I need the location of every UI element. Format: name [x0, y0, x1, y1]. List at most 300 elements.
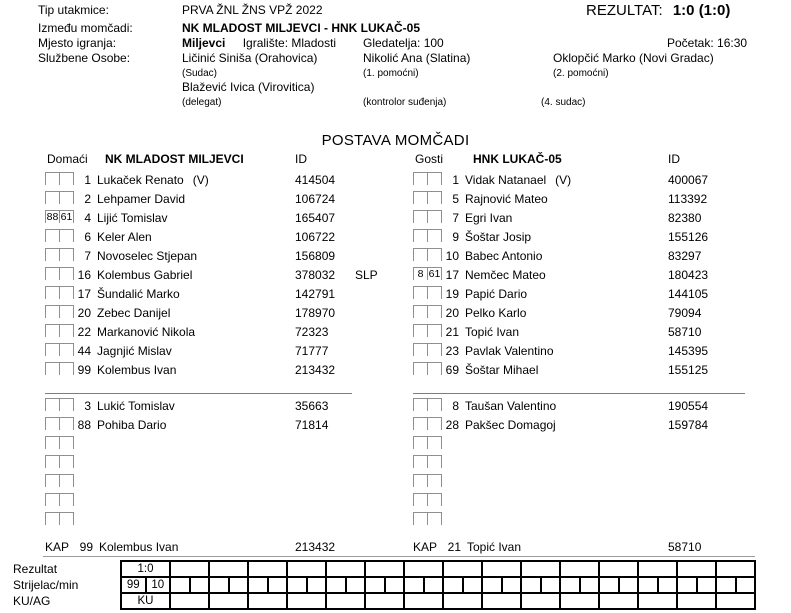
sub-out-box [413, 362, 428, 375]
sub-out-box [45, 343, 60, 356]
header-row-delegate [0, 80, 791, 94]
player-id: 156809 [295, 248, 336, 263]
shirt-number: 19 [445, 286, 459, 301]
player-name: Novoselec Stjepan [97, 248, 198, 263]
sub-out-box [413, 229, 428, 242]
home-starters [45, 170, 417, 379]
shirt-number: 21 [445, 324, 459, 339]
sub-in-box [427, 210, 442, 223]
player-row [413, 227, 785, 246]
header-row-roles1 [0, 67, 791, 79]
grid-cell [520, 562, 559, 576]
player-name: Rajnović Mateo [465, 191, 548, 206]
bottom-row-labels [13, 561, 78, 609]
grid-cell [442, 594, 481, 608]
away-side-label: Gosti [415, 152, 444, 166]
player-name: Jagnjić Mislav [97, 343, 172, 358]
sub-in-box [427, 191, 442, 204]
sub-in-box [427, 398, 442, 411]
captain-label: KAP [45, 539, 70, 554]
away-team-name: HNK LUKAČ-05 [473, 152, 562, 166]
ku-cell: KU [137, 595, 154, 607]
sub-in-box [427, 172, 442, 185]
player-row [45, 360, 417, 379]
sub-out-box [45, 229, 60, 242]
sub-out-box [45, 455, 60, 468]
grid-cell [481, 562, 520, 576]
player-id: 155126 [668, 229, 709, 244]
grid-cell [208, 578, 247, 592]
shirt-number: 17 [77, 286, 91, 301]
assistant1-role: (1. pomoćni) [363, 68, 419, 79]
empty-sub-row [413, 510, 785, 529]
sub-in-box [427, 474, 442, 487]
empty-sub-row [413, 434, 785, 453]
player-row [413, 360, 785, 379]
sub-in-box [59, 493, 74, 506]
player-id: 165407 [295, 210, 336, 225]
ku-ag-grid-row [122, 592, 754, 608]
shirt-number: 99 [79, 539, 93, 554]
player-name: Šundalić Marko [97, 286, 180, 301]
player-id: 106722 [295, 229, 336, 244]
sub-in-box [427, 417, 442, 430]
sub-in-box [427, 229, 442, 242]
player-id: 82380 [668, 210, 702, 225]
sub-out-box [45, 493, 60, 506]
player-name: Topić Ivan [465, 324, 520, 339]
shirt-number: 28 [445, 417, 459, 432]
sub-in-box [59, 248, 74, 261]
sub-in-box [59, 324, 74, 337]
sub-out-box [45, 436, 60, 449]
shirt-number: 69 [445, 362, 459, 377]
player-name: Markanović Nikola [97, 324, 196, 339]
match-teams-value: NK MLADOST MILJEVCI - HNK LUKAČ-05 [182, 21, 421, 35]
player-row [413, 170, 785, 189]
sub-in-box [427, 343, 442, 356]
result-grid [120, 560, 756, 610]
grid-cell [715, 578, 754, 592]
player-row [45, 322, 417, 341]
player-row [45, 208, 417, 227]
home-team-column [45, 152, 417, 556]
away-starters [413, 170, 785, 379]
sub-out-box [45, 362, 60, 375]
grid-cell [169, 578, 208, 592]
sub-out-box: 8 [413, 267, 428, 280]
player-id: 106724 [295, 191, 336, 206]
player-name: Babec Antonio [465, 248, 543, 263]
sub-in-box [427, 324, 442, 337]
player-id: 72323 [295, 324, 329, 339]
grid-cell [559, 594, 598, 608]
grid-cell [208, 594, 247, 608]
sub-in-box [427, 305, 442, 318]
away-column-header [413, 152, 785, 170]
sub-out-box [45, 512, 60, 525]
empty-sub-row [45, 453, 417, 472]
grid-cell [676, 562, 715, 576]
grid-cell [442, 562, 481, 576]
grid-cell [364, 594, 403, 608]
controller-role: (kontrolor suđenja) [363, 97, 447, 108]
grid-cell [208, 562, 247, 576]
player-id: 180423 [668, 267, 709, 282]
player-name: Lehpamer David [97, 191, 186, 206]
shirt-number: 4 [84, 210, 91, 225]
empty-sub-row [413, 491, 785, 510]
player-id: 414504 [295, 172, 336, 187]
grid-cell [637, 594, 676, 608]
grid-cell [598, 578, 637, 592]
player-name: Vidak Natanael [465, 172, 547, 187]
sub-out-box [413, 512, 428, 525]
sub-out-box [413, 398, 428, 411]
player-name: Nemčec Mateo [465, 267, 546, 282]
shirt-number: 3 [84, 398, 91, 413]
home-substitutes [45, 396, 417, 529]
substitute-row [413, 415, 785, 434]
assistant2-role: (2. pomoćni) [553, 68, 609, 79]
venue-city: Miljevci [182, 36, 226, 50]
sub-out-box [413, 172, 428, 185]
player-id: 58710 [668, 539, 702, 554]
home-id-header: ID [295, 152, 307, 166]
captain-row [413, 537, 785, 556]
player-row [413, 284, 785, 303]
player-name: Šoštar Josip [465, 229, 532, 244]
referee-name: Ličinić Siniša (Orahovica) [182, 51, 318, 65]
sub-out-box [45, 417, 60, 430]
scorer-minute: 10 [145, 578, 170, 592]
player-name: Papić Dario [465, 286, 528, 301]
assistant2-name: Oklopčić Marko (Novi Gradac) [553, 51, 714, 65]
sub-out-box [413, 210, 428, 223]
mjesto-label: Mjesto igranja: [38, 36, 117, 50]
sub-out-box [413, 305, 428, 318]
sub-out-box [413, 417, 428, 430]
shirt-number: 20 [77, 305, 91, 320]
sub-out-box [45, 305, 60, 318]
substitute-row [45, 396, 417, 415]
player-row [413, 246, 785, 265]
shirt-number: 99 [77, 362, 91, 377]
rezultat-cell: 1:0 [137, 563, 154, 575]
player-id: 71814 [295, 417, 329, 432]
player-row [413, 322, 785, 341]
substitutes-divider [45, 393, 352, 394]
substitute-row [45, 415, 417, 434]
sub-in-box [427, 493, 442, 506]
grid-cell [715, 562, 754, 576]
result-value: 1:0 (1:0) [672, 2, 731, 19]
scorer-cell [122, 578, 169, 592]
shirt-number: 44 [77, 343, 91, 358]
referee-role: (Sudac) [182, 68, 218, 79]
player-id: 71777 [295, 343, 329, 358]
empty-sub-row [45, 510, 417, 529]
player-row [45, 341, 417, 360]
player-id: 58710 [668, 324, 702, 339]
sub-out-box [413, 248, 428, 261]
grid-cell [247, 594, 286, 608]
stadium: Igralište: Mladosti [242, 36, 337, 50]
player-id: 144105 [668, 286, 709, 301]
attendance: Gledatelja: 100 [363, 36, 444, 50]
grid-cell [286, 578, 325, 592]
shirt-number: 23 [445, 343, 459, 358]
sub-out-box [45, 267, 60, 280]
grid-cell [520, 578, 559, 592]
sub-in-box [59, 417, 74, 430]
grid-cell [481, 578, 520, 592]
player-id: 155125 [668, 362, 709, 377]
empty-sub-row [413, 453, 785, 472]
shirt-number: 9 [452, 229, 459, 244]
shirt-number: 22 [77, 324, 91, 339]
fourth-official-role: (4. sudac) [541, 97, 586, 108]
home-captain-section [45, 537, 417, 556]
sub-in-box [59, 229, 74, 242]
sub-out-box [413, 286, 428, 299]
player-id: 79094 [668, 305, 702, 320]
sub-in-box [59, 398, 74, 411]
venue-group [182, 36, 336, 50]
strijelac-grid-row [122, 576, 754, 592]
header-row-roles2 [0, 96, 791, 108]
sub-out-box [45, 324, 60, 337]
grid-cell [286, 594, 325, 608]
delegate-role: (delegat) [182, 97, 222, 108]
shirt-number: 20 [445, 305, 459, 320]
sub-in-box [427, 436, 442, 449]
lineup-title: POSTAVA MOMČADI [321, 132, 470, 149]
officials-label: Službene Osobe: [38, 51, 131, 65]
sub-out-box [45, 474, 60, 487]
sub-in-box [427, 455, 442, 468]
shirt-number: 21 [447, 539, 461, 554]
bottom-separator-line [43, 556, 755, 557]
sub-in-box [427, 362, 442, 375]
player-name: Lukić Tomislav [97, 398, 175, 413]
player-name: Kolembus Gabriel [97, 267, 193, 282]
shirt-number: 7 [452, 210, 459, 225]
sub-out-box [45, 398, 60, 411]
sub-out-box [413, 324, 428, 337]
shirt-number: 16 [77, 267, 91, 282]
shirt-number: 2 [84, 191, 91, 206]
player-id: 113392 [668, 191, 708, 206]
shirt-number: 10 [445, 248, 459, 263]
player-name: Topić Ivan [467, 539, 522, 554]
captain-mark: (V) [192, 172, 209, 187]
grid-cell [676, 594, 715, 608]
player-name: Kolembus Ivan [99, 539, 179, 554]
tip-utakmice-label: Tip utakmice: [38, 3, 109, 17]
substitute-row [413, 396, 785, 415]
player-row [45, 227, 417, 246]
grid-cell [481, 594, 520, 608]
away-substitutes [413, 396, 785, 529]
grid-cell [169, 594, 208, 608]
player-id: 213432 [295, 362, 336, 377]
grid-cell [637, 562, 676, 576]
grid-cell [637, 578, 676, 592]
header-row-officials [0, 51, 791, 65]
grid-cell [403, 594, 442, 608]
player-name: Pavlak Valentino [465, 343, 554, 358]
sub-in-box [59, 267, 74, 280]
grid-cell [364, 562, 403, 576]
sub-out-box [45, 286, 60, 299]
player-id: 400067 [668, 172, 709, 187]
grid-cell [676, 578, 715, 592]
result-label: REZULTAT: [586, 2, 663, 19]
captain-row [45, 537, 417, 556]
shirt-number: 5 [452, 191, 459, 206]
rezultat-grid-row [122, 562, 754, 576]
player-name: Keler Alen [97, 229, 152, 244]
kickoff-time: Početak: 16:30 [667, 36, 748, 50]
substitutes-divider [413, 393, 745, 394]
shirt-number: 1 [84, 172, 91, 187]
shirt-number: 8 [452, 398, 459, 413]
sub-out-box [413, 493, 428, 506]
rezultat-row-label: Rezultat [13, 562, 58, 576]
sub-in-box [59, 455, 74, 468]
sub-in-box [59, 474, 74, 487]
grid-cell [715, 594, 754, 608]
sub-out-box [45, 172, 60, 185]
izmedu-label: Između momčadi: [38, 21, 133, 35]
player-id: 142791 [295, 286, 336, 301]
sub-out-box [45, 248, 60, 261]
home-column-header [45, 152, 417, 170]
sub-in-box [427, 512, 442, 525]
sub-out-box [413, 343, 428, 356]
empty-sub-row [413, 472, 785, 491]
player-id: 190554 [668, 398, 709, 413]
grid-cell [403, 562, 442, 576]
away-captain-section [413, 537, 785, 556]
sub-in-box: 61 [428, 268, 441, 280]
scorer-number: 99 [126, 579, 140, 591]
player-name: Kolembus Ivan [97, 362, 177, 377]
player-row [45, 265, 417, 284]
player-name: Pelko Karlo [465, 305, 527, 320]
empty-sub-row [45, 434, 417, 453]
player-id: 178970 [295, 305, 336, 320]
sub-in-box [59, 286, 74, 299]
player-id: 378032 [295, 267, 336, 282]
shirt-number: 1 [452, 172, 459, 187]
ku-ag-row-label: KU/AG [13, 594, 51, 608]
sub-in-box [59, 362, 74, 375]
grid-cell [325, 594, 364, 608]
sub-in-box [59, 191, 74, 204]
strijelac-row-label: Strijelac/min [13, 578, 79, 592]
sub-out-box [413, 474, 428, 487]
captain-mark: (V) [555, 172, 572, 187]
delegate-name: Blažević Ivica (Virovitica) [182, 80, 315, 94]
player-name: Egri Ivan [465, 210, 513, 225]
grid-cell [286, 562, 325, 576]
player-row [413, 303, 785, 322]
grid-cell [598, 562, 637, 576]
grid-cell [442, 578, 481, 592]
grid-cell [247, 562, 286, 576]
player-row [413, 189, 785, 208]
sub-in-box [59, 436, 74, 449]
home-side-label: Domaći [47, 152, 88, 166]
grid-cell [325, 578, 364, 592]
player-id: 35663 [295, 398, 329, 413]
player-id: 213432 [295, 539, 336, 554]
captain-label: KAP [413, 539, 438, 554]
sub-in-box [427, 286, 442, 299]
empty-sub-row [45, 491, 417, 510]
grid-cell [247, 578, 286, 592]
sub-in-box [59, 343, 74, 356]
header-row-teams [0, 21, 791, 35]
sub-out-box: 88 [46, 211, 59, 223]
player-row [45, 170, 417, 189]
sub-in-box [59, 305, 74, 318]
player-row [45, 246, 417, 265]
player-id: 83297 [668, 248, 702, 263]
player-name: Lukaček Renato [97, 172, 184, 187]
sub-out-box [413, 455, 428, 468]
player-id: 145395 [668, 343, 709, 358]
player-name: Lijić Tomislav [97, 210, 168, 225]
sub-in-box [427, 248, 442, 261]
sub-in-box: 61 [60, 211, 73, 223]
shirt-number: 88 [77, 417, 91, 432]
grid-cell [364, 578, 403, 592]
player-name: Pakšec Domagoj [465, 417, 556, 432]
result-headline [586, 2, 730, 19]
player-row [413, 265, 785, 284]
grid-cell [598, 594, 637, 608]
empty-sub-row [45, 472, 417, 491]
grid-cell [559, 562, 598, 576]
away-team-column [413, 152, 785, 556]
player-name: Pohiba Dario [97, 417, 167, 432]
home-team-name: NK MLADOST MILJEVCI [105, 152, 244, 166]
grid-cell [520, 594, 559, 608]
player-name: Šoštar Mihael [465, 362, 539, 377]
away-id-header: ID [668, 152, 680, 166]
grid-cell [169, 562, 208, 576]
player-row [413, 208, 785, 227]
sub-out-box [45, 191, 60, 204]
grid-cell [403, 578, 442, 592]
sub-out-box [413, 191, 428, 204]
shirt-number: 7 [84, 248, 91, 263]
shirt-number: 17 [445, 267, 459, 282]
shirt-number: 6 [84, 229, 91, 244]
player-row [45, 189, 417, 208]
player-row [45, 284, 417, 303]
player-marker: SLP [355, 267, 378, 282]
assistant1-name: Nikolić Ana (Slatina) [363, 51, 471, 65]
tip-utakmice-value: PRVA ŽNL ŽNS VPŽ 2022 [182, 3, 323, 17]
player-id: 159784 [668, 417, 709, 432]
sub-in-box [59, 172, 74, 185]
player-name: Taušan Valentino [465, 398, 557, 413]
sub-in-box [59, 512, 74, 525]
